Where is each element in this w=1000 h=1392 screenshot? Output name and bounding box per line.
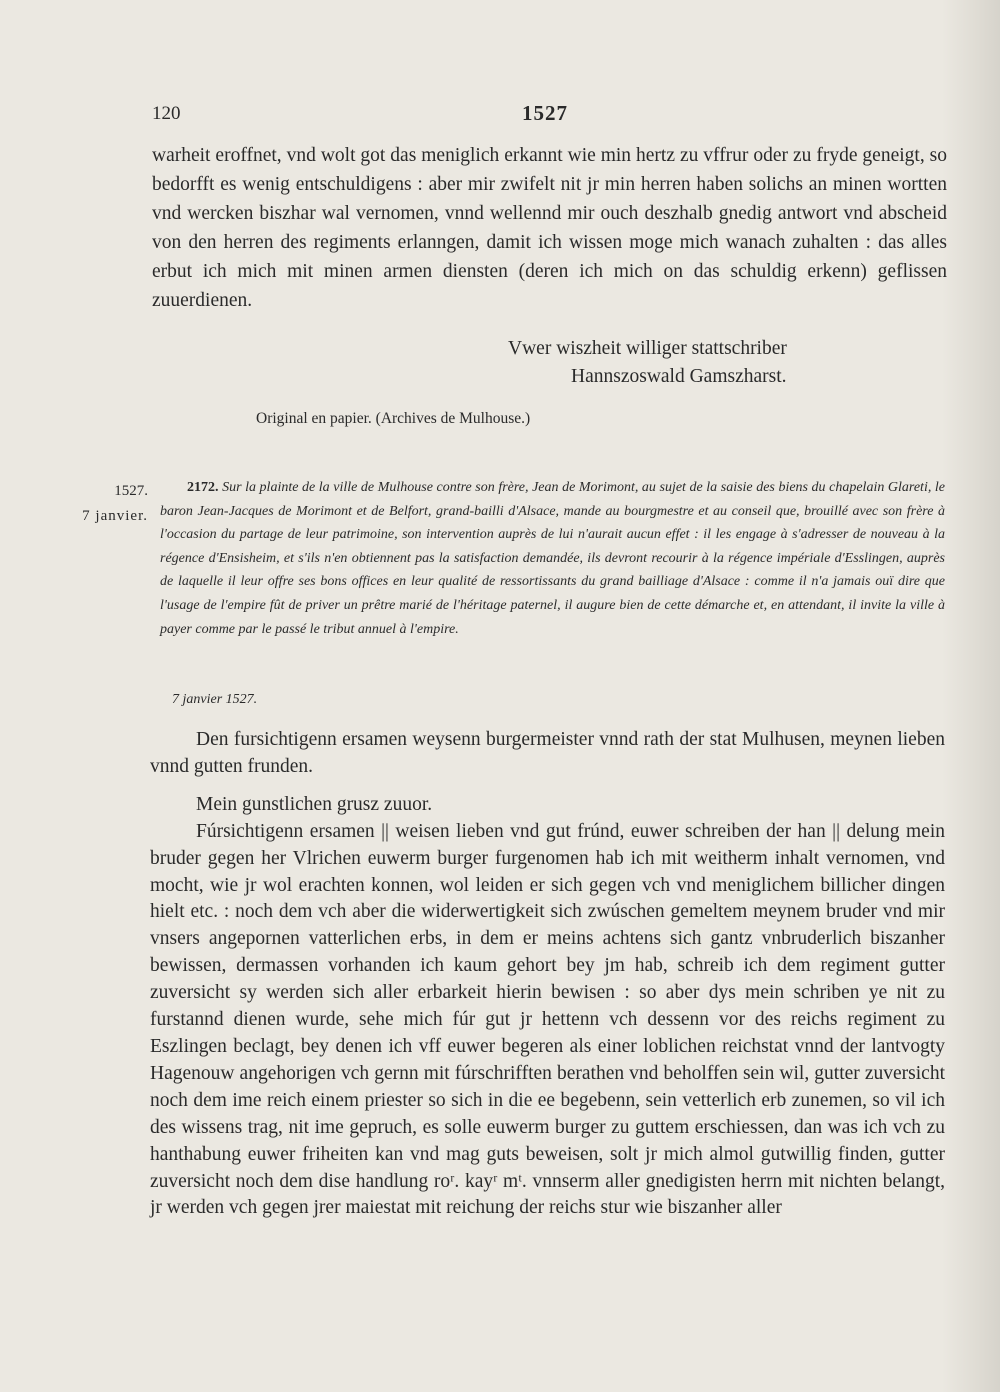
summary-text: Sur la plainte de la ville de Mulhouse contre son frère, Jean de Morimont, au sujet de la saisie des biens du chapelain Glareti, le baron Jean-Jacques de Morimont et de Belfort, grand-bailli d'Alsace, mande au bourgmestre et au conseil que, brouillé avec son frère à l'occasion du partage de leur patrimoine, son intervention auprès de lui n'aurait aucun effet : il les engage à s'adresser de nouveau à la régence d'Ensisheim, et s'ils n'en obtiennent pas la satisfaction demandée, ils devront recourir à la régence impériale d'Esslingen, auprès de laquelle il leur offre ses bons offices en leur qualité de ressortissants du grand bailliage d'Alsace : comme il n'a jamais ouï dire que l'usage de l'empire fût de priver un prêtre marié de l'héritage paternel, il augure bien de cette démarche et, en attendant, il invite la ville à payer comme par le passé le tribut annuel à l'empire. (160, 480, 946, 637)
page-header (150, 101, 940, 131)
document-number: 2172. (187, 480, 219, 495)
document-summary (160, 476, 946, 707)
letter-main (150, 727, 945, 1222)
letter-continuation-text: warheit eroffnet, vnd wolt got das meniglich erkannt wie min hertz zu vffrur oder zu fryde geneigt, so bedorfft es wenig entschuldigens : aber mir zwifelt nit jr min herren haben solichs an minen wortten vnd wercken biszhar wal vernomen, vnnd wellennd mir ouch deszhalb gnedig antwort vnd abscheid von den herren des regiments erlanngen, damit ich wissen moge mich wanach zuhalten : das alles erbut ich mich mit minen armen diensten (deren ich mich on das schuldig erkenn) geflissen zuuerdienen. (152, 145, 947, 311)
summary-paragraph (160, 476, 945, 641)
letter-address: Den fursichtigenn ersamen weysenn burgermeister vnnd rath der stat Mulhusen, meynen lieben vnnd gutten frunden. (150, 729, 945, 777)
signature-line-1: Vwer wiszheit williger stattschriber (508, 338, 787, 359)
summary-date: 7 janvier 1527. (172, 692, 258, 707)
letter-greeting: Mein gunstlichen grusz zuuor. (196, 793, 433, 815)
margin-day: 7 janvier. (82, 508, 148, 524)
signature-line-2: Hannszoswald Gamszharst. (571, 366, 787, 387)
page-edge-shadow (942, 0, 1000, 1392)
page-number: 120 (152, 103, 181, 124)
margin-year: 1527. (114, 483, 148, 499)
letter-body: Fúrsichtigenn ersamen || weisen lieben vnd gut frúnd, euwer schreiben der han || delung mein bruder gegen her Vlrichen euwerm burger furgenomen hab ich mit weitherm inhalt vernomen, vnd mocht, wie jr wol erachten konnen, wol leiden er sich gegen vch vnd meniglichem billicher dingen hielt etc. : noch dem vch aber die widerwertigkeit sich zwúschen gemeltem meynem bruder vnd mir vnsers angepornen vatterlichen erbs, in dem er meins achtens sich gantz vnbruderlich biszanher bewissen, dermassen vorhanden ich kaum gehort bey jm hab, schreib ich dem regiment gutter zuversicht sy werden sich aller erbarkeit hierin bewisen : so aber dys mein schriben ye nit zu furstannd dienen wurde, sehe mich fúr gut jr hettenn vch dessenn vor des reichs regiment zu Eszlingen beclagt, bey denen ich vff euwer begeren als einer loblichen reichstat vnnd der lantvogty Hagenouw angehorigen vch gernn mit fúrschrifften berathen vnd beholffen sein wil, gutter zuversicht noch dem ime reich einem priester so sich in die ee begebenn, sein vetterlich erb zunemen, so vil ich des wissens trag, nit ime gepruch, es solle euwerm burger zu guttem erschiessen, dan was ich vch zu hanthabung euwer friheiten kan vnd mag guts beweisen, solt jr mich almol gutwillig finden, gutter zuversicht noch dem dise handlung roʳ. kayʳ mᵗ. vnnserm aller gnedigisten herrn mit nichten belangt, jr werden vch gegen jrer maiestat mit reichung der reichs stur wie biszanher aller (150, 820, 945, 1219)
running-head-year: 1527 (522, 101, 568, 125)
letter-continuation (152, 141, 947, 315)
source-note: Original en papier. (Archives de Mulhouse.) (256, 410, 531, 427)
